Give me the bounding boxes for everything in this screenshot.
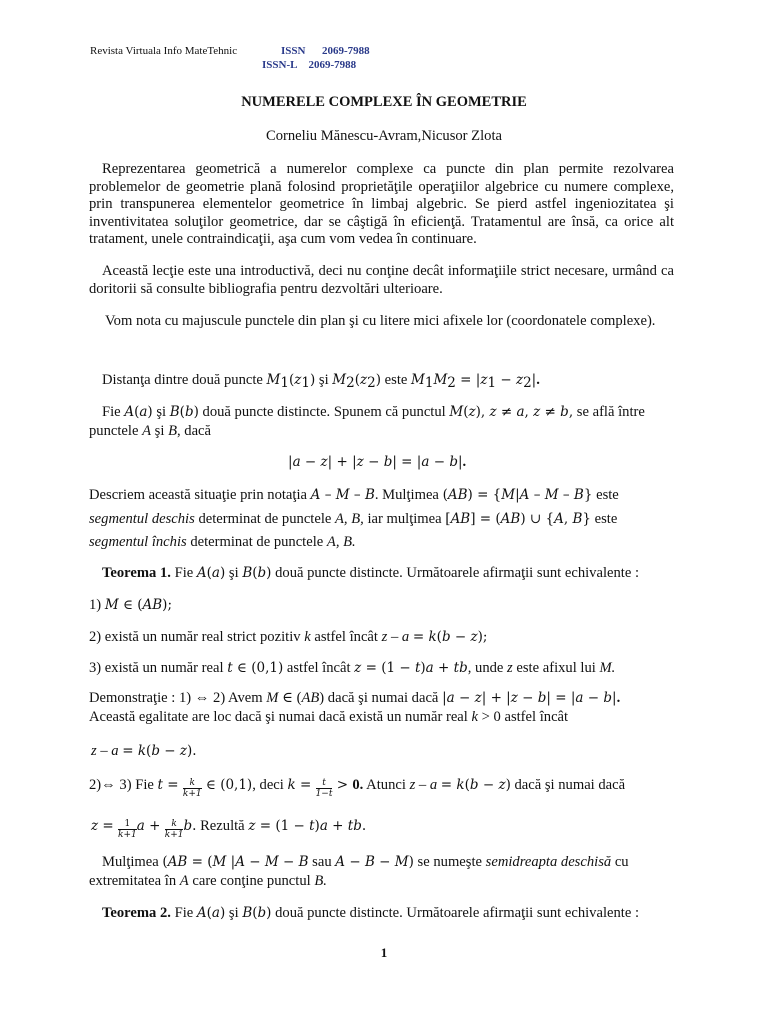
theorem-2-statement: Teorema 2. Fie A(a) şi B(b) două puncte distincte. Următoarele afirmaţii sunt echivalente : (102, 905, 640, 921)
proof-line-4: z = $\frac{1}{k+1}$ a + $\frac{k}{k+1}$ b. Rezultă z = (1 − t)a + tb. (91, 818, 367, 840)
halfline-definition-line1: Mulţimea (AB = (M |A − M − B sau A − B − M) se numeşte semidreapta deschisă cu (102, 854, 629, 870)
proof-line-2: Această egalitate are loc dacă şi numai dacă există un număr real k > 0 astfel încât (89, 709, 569, 725)
journal-name: Revista Virtuala Info MateTehnic (90, 45, 238, 57)
intro-paragraph-3: Vom nota cu majuscule punctele din plan şi cu litere mici afixele lor (coordonatele complexe). (105, 313, 656, 329)
halfline-definition-line2: extremitatea în A care conţine punctul B. (89, 873, 327, 889)
issn: ISSN 2069-7988 (281, 45, 370, 57)
issn-l: ISSN-L 2069-7988 (262, 59, 357, 71)
page-number: 1 (380, 945, 388, 960)
proof-line-3: 2)⇔ 3) Fie t = $\frac{k}{k+1}$ ∈ (0,1), deci k = $\frac{t}{1-t}$ > 0. Atunci z – a = k(b − z) dacă şi numai dacă (89, 777, 626, 799)
intro-paragraph-2: Această lecţie este una introductivă, deci nu conţine decât informaţiile strict necesare, urmând ca doritorii să consulte bibliografia pentru dezvoltări ulterioare. (89, 263, 674, 297)
theorem-1-item-2: 2) există un număr real strict pozitiv k astfel încât z – a = k(b − z); (89, 629, 488, 645)
theorem-1-item-1: 1) M ∈ (AB); (89, 597, 172, 613)
proof-equation-1: z – a = k(b − z). (91, 743, 197, 759)
between-definition-line1: Fie A(a) şi B(b) două puncte distincte. Spunem că punctul M(z), z ≠ a, z ≠ b, se află între (102, 404, 645, 420)
segment-definition-line3: segmentul închis determinat de punctele A, B. (89, 534, 356, 550)
theorem-1-statement: Teorema 1. Fie A(a) şi B(b) două puncte distincte. Următoarele afirmaţii sunt echivalente : (102, 565, 640, 581)
between-definition-line2: punctele A şi B, dacă (89, 423, 212, 439)
authors: Corneliu Mănescu-Avram,Nicusor Zlota (265, 128, 502, 144)
segment-definition-line2: segmentul deschis determinat de punctele A, B, iar mulţimea [AB] = (AB) ∪ {A, B} este (89, 511, 618, 527)
intro-paragraph-1: Reprezentarea geometrică a numerelor complexe ca puncte din plan permite rezolvarea problemelor de geometrie plană folosind proprietăţile operaţiilor algebrice cu numere complexe, prin transpunerea elementelor geometrice în limbaj algebric. Se pierd astfel ingeniozitatea şi inventivitatea soluţilor geometrice, dar se câştigă în eficienţă. Tratamentul are însă, ca orice alt tratament, unele contraindicaţii, aşa cum vom vedea în continuare. (89, 161, 674, 247)
distance-definition: Distanţa dintre două puncte $M_1(z_1)$ şi $M_2(z_2)$ este $M_1M_2 = |z_1 - z_2|$. (102, 372, 540, 391)
proof-line-1: Demonstraţie : 1) ⇔ 2) Avem M ∈ (AB) dacă şi numai dacă |a − z| + |z − b| = |a − b|. (89, 690, 621, 706)
theorem-1-item-3: 3) există un număr real t ∈ (0,1) astfel încât z = (1 − t)a + tb, unde z este afixul lui M. (89, 660, 616, 676)
paper-title: NUMERELE COMPLEXE ÎN GEOMETRIE (241, 94, 527, 110)
between-equation: |a − z| + |z − b| = |a − b|. (288, 454, 467, 470)
segment-definition-line1: Descriem această situaţie prin notaţia A – M – B. Mulţimea (AB) = {M|A – M – B} este (89, 487, 619, 503)
